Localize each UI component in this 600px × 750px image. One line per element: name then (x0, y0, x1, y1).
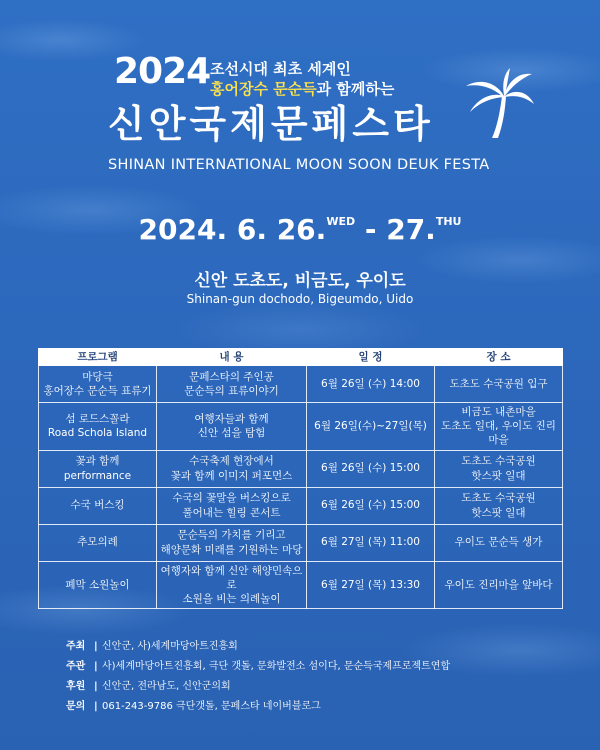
organizer-label: 주최 (66, 641, 86, 652)
subtitle-rest: 과 함께하는 (316, 80, 395, 98)
table-row (39, 366, 563, 403)
subtitle-line2 (210, 82, 394, 97)
venue-english: Shinan-gun dochodo, Bigeumdo, Uido (186, 292, 414, 306)
cell-place: 도초도 수국공원 핫스팟 일대 (435, 487, 563, 524)
cell-place: 도초도 수국공원 핫스팟 일대 (435, 450, 563, 487)
cell-program: 섬 로드스꼴라 Road Schola Island (39, 403, 157, 451)
header-date: 일 정 (307, 349, 435, 366)
venue-korean: 신안 도초도, 비금도, 우이도 (194, 271, 406, 291)
organizer-row (66, 697, 450, 717)
organizer-row (66, 637, 450, 657)
table-row (39, 524, 563, 561)
cell-place: 도초도 수국공원 입구 (435, 366, 563, 403)
organizer-row (66, 677, 450, 697)
cell-content: 문순득의 가치를 기리고 해양문화 미래를 기원하는 마당 (157, 524, 307, 561)
organizer-label: 후원 (66, 681, 86, 692)
festival-date (0, 213, 600, 246)
organizer-separator: | (94, 681, 98, 692)
organizer-row (66, 657, 450, 677)
organizer-value: 신안군, 사)세계마당아트진흥회 (102, 641, 238, 652)
organizer-label: 주관 (66, 661, 86, 672)
organizer-label: 문의 (66, 701, 86, 712)
date-main: 2024. 6. 26. (138, 213, 327, 246)
date-day2: THU (435, 215, 462, 228)
festival-year: 2024 (114, 51, 211, 92)
cell-date: 6월 27일 (목) 11:00 (307, 524, 435, 561)
cell-content: 수국축제 현장에서 꽃과 함께 이미지 퍼포먼스 (157, 450, 307, 487)
cell-content: 문페스타의 주인공 문순득의 표류이야기 (157, 366, 307, 403)
cell-content: 수국의 꽃말을 버스킹으로 풀어내는 힐링 콘서트 (157, 487, 307, 524)
table-row (39, 450, 563, 487)
organizer-separator: | (94, 661, 98, 672)
table-row (39, 561, 563, 609)
table-row (39, 487, 563, 524)
organizer-separator: | (94, 641, 98, 652)
cell-date: 6월 26일 (수) 14:00 (307, 366, 435, 403)
cell-program: 추모의례 (39, 524, 157, 561)
header-place: 장 소 (435, 349, 563, 366)
cell-program: 마당극 홍어장수 문순득 표류기 (39, 366, 157, 403)
cell-place: 우이도 문순득 생가 (435, 524, 563, 561)
date-end: - 27. (355, 213, 436, 246)
cell-program: 폐막 소원놀이 (39, 561, 157, 609)
festival-title-korean: 신안국제문페스타 (108, 102, 434, 146)
organizer-info (66, 637, 450, 717)
cell-date: 6월 26일(수)~27일(목) (307, 403, 435, 451)
date-day1: WED (326, 215, 356, 228)
organizer-separator: | (94, 701, 98, 712)
cell-date: 6월 26일 (수) 15:00 (307, 487, 435, 524)
cell-content: 여행자들과 함께 신안 섬을 탐험 (157, 403, 307, 451)
cell-date: 6월 26일 (수) 15:00 (307, 450, 435, 487)
cell-place: 우이도 진리마을 앞바다 (435, 561, 563, 609)
table-header-row (39, 349, 563, 366)
cell-place: 비금도 내촌마을 도초도 일대, 우이도 진리마을 (435, 403, 563, 451)
organizer-value: 061-243-9786 극단갯돌, 문페스타 네이버블로그 (102, 701, 321, 712)
palm-tree-icon (462, 66, 534, 140)
subtitle-line1: 조선시대 최초 세계인 (210, 60, 351, 78)
header-content: 내 용 (157, 349, 307, 366)
header-program: 프로그램 (39, 349, 157, 366)
table-row (39, 403, 563, 451)
subtitle-highlight: 홍어장수 문순득 (210, 80, 317, 98)
cell-content: 여행자와 함께 신안 해양민속으로 소원을 비는 의례놀이 (157, 561, 307, 609)
cell-program: 수국 버스킹 (39, 487, 157, 524)
organizer-value: 사)세계마당아트진흥회, 극단 갯돌, 문화발전소 섬이다, 문순득국제프로젝트연합 (102, 661, 451, 672)
festival-title-english: SHINAN INTERNATIONAL MOON SOON DEUK FESTA (108, 157, 490, 173)
schedule-table (38, 348, 563, 609)
cell-program: 꽃과 함께 performance (39, 450, 157, 487)
organizer-value: 신안군, 전라남도, 신안군의회 (102, 681, 231, 692)
cell-date: 6월 27일 (목) 13:30 (307, 561, 435, 609)
